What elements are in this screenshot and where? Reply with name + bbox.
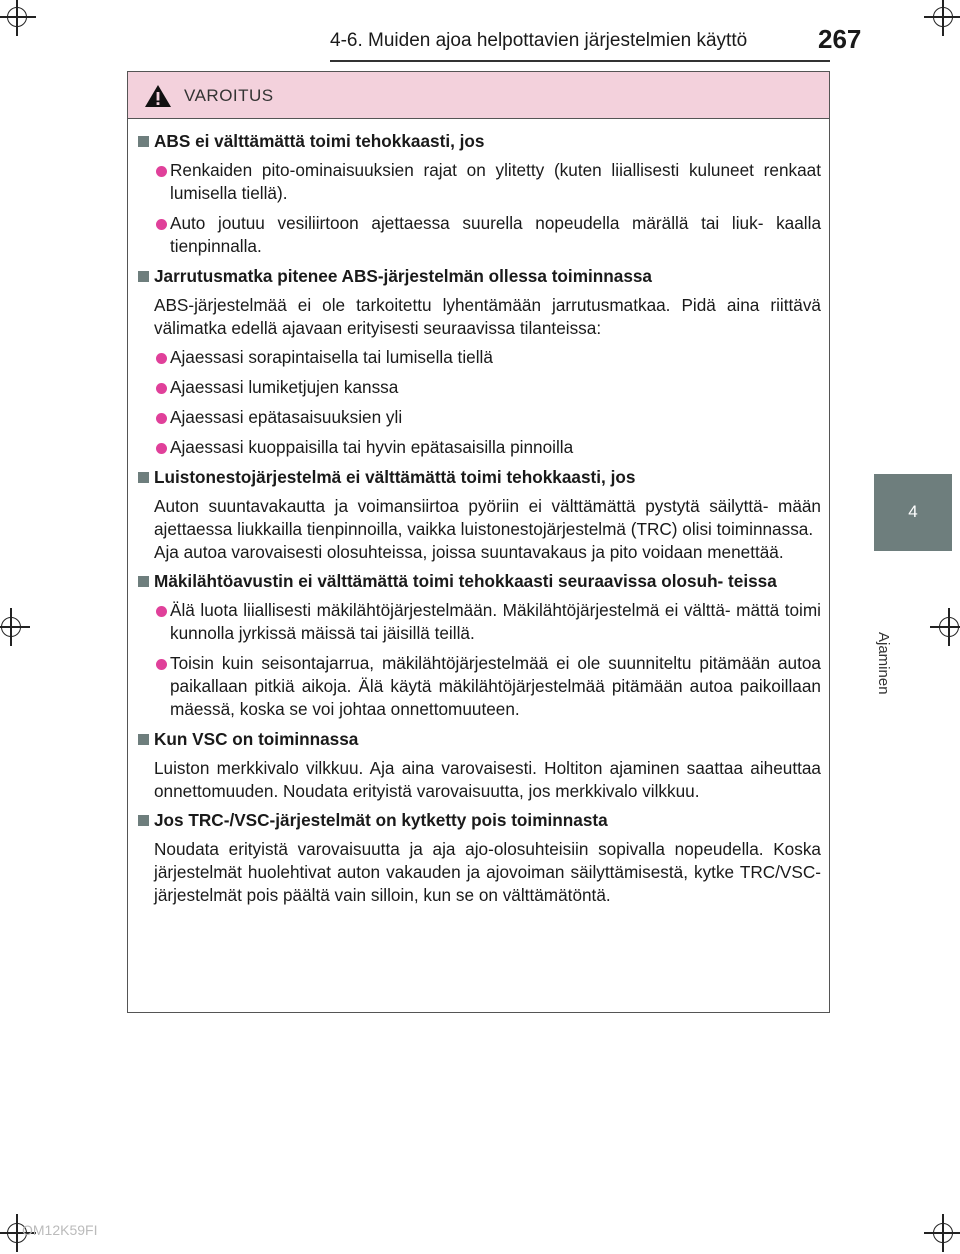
square-bullet-icon — [138, 472, 149, 483]
registration-mark-middle-right — [930, 608, 960, 646]
warning-header — [128, 72, 829, 119]
square-bullet-icon — [138, 734, 149, 745]
section-paragraph: ABS-järjestelmää ei ole tarkoitettu lyhentämään jarrutusmatkaa. Pidä aina riittävä välimatka edellä ajavaan erityisesti seuraavissa tilanteissa: — [154, 295, 821, 338]
chapter-label-wrapper — [875, 562, 932, 695]
page-number: 267 — [818, 24, 862, 54]
warning-section — [136, 809, 821, 907]
section-paragraph: Luiston merkkivalo vilkkuu. Aja aina varovaisesti. Holtiton ajaminen saattaa aiheuttaa onnettomuuden. Noudata erityistä varovaisuutta, jos merkkivalo vilkkuu. — [154, 758, 821, 801]
chapter-tab — [874, 474, 952, 551]
section-title: 4-6. Muiden ajoa helpottavien järjestelmien käyttö — [330, 30, 748, 51]
circle-bullet-icon — [156, 606, 167, 617]
header-rule — [330, 60, 830, 62]
list-item: Toisin kuin seisontajarrua, mäkilähtöjärjestelmää ei ole suunniteltu pitämään autoa paikallaan pitkiä aikoja. Älä käytä mäkilähtöjärjestelmää pitämään autoa paikoillaan mäessä, koska se voi johtaa onnettomuuteen. — [136, 652, 821, 721]
section-heading: Jos TRC-/VSC-järjestelmät on kytketty pois toiminnasta — [136, 809, 821, 832]
warning-section — [136, 130, 821, 258]
section-paragraph: Auton suuntavakautta ja voimansiirtoa pyöriin ei välttämättä pystytä säilyttä- mään ajettaessa liukkailla tienpinnoilla, vaikka luistonestojärjestelmä (TRC) olisi toiminnassa. — [154, 496, 821, 539]
warning-box — [127, 71, 830, 1013]
circle-bullet-icon — [156, 166, 167, 177]
section-heading: Mäkilähtöavustin ei välttämättä toimi tehokkaasti seuraavissa olosuh- teissa — [136, 570, 821, 593]
section-paragraph: Aja autoa varovaisesti olosuhteissa, joissa suuntavakaus ja pito voidaan menettää. — [154, 542, 784, 562]
section-heading: Jarrutusmatka pitenee ABS-järjestelmän ollessa toiminnassa — [136, 265, 821, 288]
list-item: Auto joutuu vesiliirtoon ajettaessa suurella nopeudella märällä tai liuk- kaalla tienpinnalla. — [136, 212, 821, 258]
warning-title: VAROITUS — [184, 86, 274, 105]
circle-bullet-icon — [156, 383, 167, 394]
list-item: Ajaessasi sorapintaisella tai lumisella tiellä — [136, 346, 821, 369]
circle-bullet-icon — [156, 443, 167, 454]
warning-section — [136, 466, 821, 564]
circle-bullet-icon — [156, 659, 167, 670]
section-heading: ABS ei välttämättä toimi tehokkaasti, jos — [136, 130, 821, 153]
warning-section — [136, 570, 821, 721]
circle-bullet-icon — [156, 353, 167, 364]
warning-section — [136, 265, 821, 459]
list-item: Ajaessasi lumiketjujen kanssa — [136, 376, 821, 399]
list-item: Renkaiden pito-ominaisuuksien rajat on ylitetty (kuten liiallisesti kuluneet renkaat lumisella tiellä). — [136, 159, 821, 205]
square-bullet-icon — [138, 815, 149, 826]
registration-mark-middle-left — [0, 608, 30, 646]
chapter-label: Ajaminen — [875, 632, 892, 695]
watermark: OM12K59FI — [22, 1222, 98, 1238]
square-bullet-icon — [138, 576, 149, 587]
list-item: Ajaessasi epätasaisuuksien yli — [136, 406, 821, 429]
section-paragraph: Noudata erityistä varovaisuutta ja aja ajo-olosuhteisiin sopivalla nopeudella. Koska järjestelmät huolehtivat auton vakauden ja ajovoiman säilyttämisestä, kytke TRC/VSC-järjestelmät pois päältä vain silloin, kun se on välttämätöntä. — [154, 839, 821, 905]
warning-section — [136, 728, 821, 803]
square-bullet-icon — [138, 271, 149, 282]
warning-content — [128, 130, 831, 913]
square-bullet-icon — [138, 136, 149, 147]
list-item: Ajaessasi kuoppaisilla tai hyvin epätasaisilla pinnoilla — [136, 436, 821, 459]
registration-mark-bottom-right — [924, 1214, 960, 1252]
list-item: Älä luota liiallisesti mäkilähtöjärjestelmään. Mäkilähtöjärjestelmä ei välttä- mättä toimi kunnolla jyrkissä mäissä tai jäisillä teillä. — [136, 599, 821, 645]
circle-bullet-icon — [156, 219, 167, 230]
page-header — [0, 22, 960, 62]
warning-triangle-icon — [144, 84, 172, 108]
chapter-number: 4 — [908, 502, 918, 521]
section-heading: Kun VSC on toiminnassa — [136, 728, 821, 751]
circle-bullet-icon — [156, 413, 167, 424]
section-heading: Luistonestojärjestelmä ei välttämättä toimi tehokkaasti, jos — [136, 466, 821, 489]
